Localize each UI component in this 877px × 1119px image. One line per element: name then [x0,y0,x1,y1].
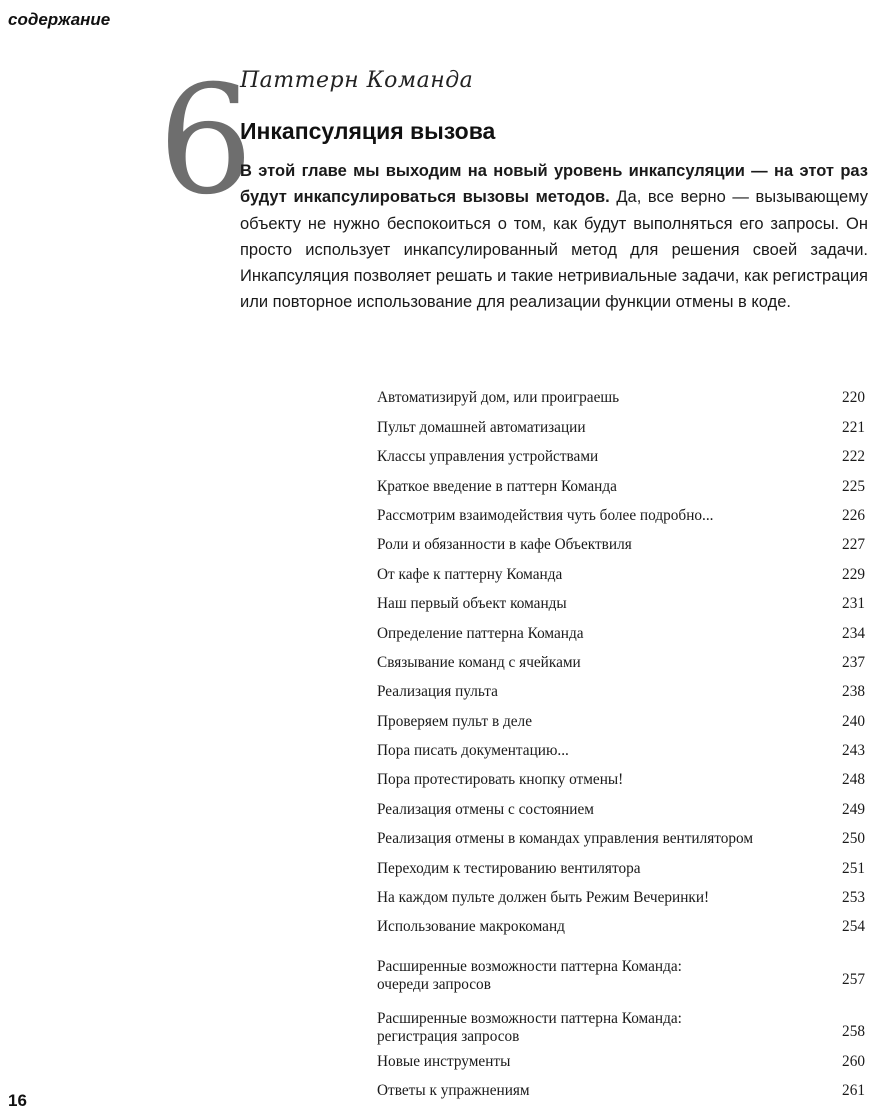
toc-entry-title: Реализация отмены в командах управления вентилятором [377,830,754,848]
toc-entry-title: Переходим к тестированию вентилятора [377,859,641,877]
toc-entry[interactable] [377,442,865,471]
toc-entry[interactable] [377,589,865,618]
toc-entry-title: Реализация пульта [377,683,498,701]
toc-entry-page: 253 [842,889,865,907]
section-label: содержание [8,10,111,29]
toc-entry-title: Определение паттерна Команда [377,624,584,642]
toc-entry-page: 222 [842,448,865,466]
toc-entry-page: 221 [842,418,865,436]
toc-entry-page: 237 [842,653,865,671]
toc-entry[interactable] [377,412,865,441]
toc-entry-title: Наш первый объект команды [377,595,567,613]
toc-entry[interactable] [377,471,865,500]
toc-entry[interactable] [377,501,865,530]
toc-entry-title: Ответы к упражнениям [377,1082,530,1100]
toc-entry-title: От кафе к паттерну Команда [377,565,563,583]
toc-entry[interactable] [377,736,865,765]
toc-entry-page: 254 [842,918,865,936]
toc-entry-title: Классы управления устройствами [377,448,599,466]
table-of-contents [377,383,865,1105]
pattern-title: Паттерн Команда [240,68,474,93]
toc-entry-title: Использование макрокоманд [377,918,565,936]
toc-entry[interactable] [377,1046,865,1075]
toc-entry-page: 231 [842,595,865,613]
toc-entry-title: Пульт домашней автоматизации [377,418,586,436]
toc-entry-title: Пора писать документацию... [377,742,569,760]
toc-entry[interactable] [377,765,865,794]
page-number: 16 [8,1091,27,1110]
toc-entry-page: 226 [842,506,865,524]
toc-entry-page: 257 [842,970,865,988]
chapter-intro [240,158,868,316]
toc-entry[interactable] [377,677,865,706]
toc-entry-page: 234 [842,624,865,642]
toc-entry-title: На каждом пульте должен быть Режим Вечеринки! [377,889,710,907]
toc-entry-page: 220 [842,389,865,407]
toc-entry-title: Проверяем пульт в деле [377,712,532,730]
toc-entry-page: 258 [842,1023,865,1041]
toc-entry[interactable] [377,530,865,559]
toc-entry-page: 251 [842,859,865,877]
toc-entry-title: Рассмотрим взаимодействия чуть более подробно... [377,506,714,524]
toc-entry-page: 229 [842,565,865,583]
toc-entry-title: Автоматизируй дом, или проиграешь [377,389,620,407]
toc-entry[interactable] [377,998,865,1047]
toc-entry[interactable] [377,883,865,912]
chapter-number: 6 [158,54,254,228]
toc-entry-title: Реализация отмены с состоянием [377,800,594,818]
toc-entry-page: 238 [842,683,865,701]
toc-entry-page: 243 [842,742,865,760]
toc-entry-page: 249 [842,800,865,818]
toc-entry-page: 225 [842,477,865,495]
toc-entry[interactable] [377,945,865,994]
toc-entry-page: 250 [842,830,865,848]
toc-entry[interactable] [377,912,865,941]
toc-entry[interactable] [377,853,865,882]
toc-entry-title: Новые инструменты [377,1052,511,1070]
toc-entry-title: Расширенные возможности паттерна Команда: регистрация запросов [377,1010,682,1046]
toc-entry[interactable] [377,383,865,412]
toc-entry-title: Роли и обязанности в кафе Объектвиля [377,536,632,554]
toc-entry[interactable] [377,794,865,823]
intro-body: Да, все верно — вызывающему объекту не нужно беспокоиться о том, как будут выполняться его запросы. Он просто использует инкапсулированный метод для решения своей задачи. Инкапсуляция позволяет решать и такие нетривиальные задачи, как регистрация или повторное использование для реализации функции отмены в коде. [240,188,868,312]
toc-entry-title: Связывание команд с ячейками [377,653,581,671]
chapter-title: Инкапсуляция вызова [240,118,496,144]
toc-entry-page: 240 [842,712,865,730]
toc-entry[interactable] [377,706,865,735]
toc-entry[interactable] [377,824,865,853]
toc-entry[interactable] [377,648,865,677]
toc-entry-page: 227 [842,536,865,554]
toc-entry[interactable] [377,618,865,647]
toc-entry[interactable] [377,1076,865,1105]
toc-entry-title: Краткое введение в паттерн Команда [377,477,617,495]
toc-entry[interactable] [377,559,865,588]
toc-entry-page: 260 [842,1052,865,1070]
intro-lead: В этой главе мы выходим на новый уровень инкапсуляции — на этот раз будут инкапсулироваться вызовы методов. [240,162,868,207]
toc-entry-page: 261 [842,1082,865,1100]
toc-entry-title: Пора протестировать кнопку отмены! [377,771,624,789]
toc-entry-page: 248 [842,771,865,789]
toc-entry-title: Расширенные возможности паттерна Команда: очереди запросов [377,957,682,993]
